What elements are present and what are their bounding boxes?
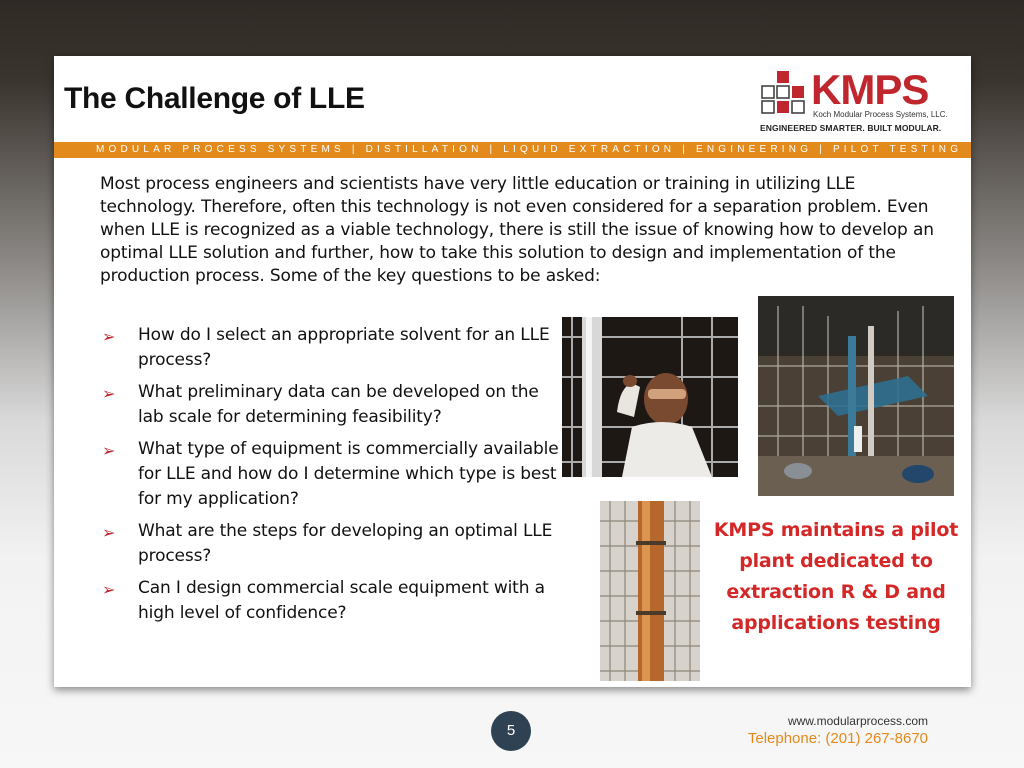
page-number-badge: 5 xyxy=(491,711,531,751)
arrow-bullet-icon: ➢ xyxy=(102,523,116,542)
logo-tagline: ENGINEERED SMARTER. BUILT MODULAR. xyxy=(760,123,942,133)
logo-subtitle: Koch Modular Process Systems, LLC. xyxy=(813,110,948,119)
website-url[interactable]: www.modularprocess.com xyxy=(787,714,928,728)
list-item xyxy=(100,380,560,430)
slide-card xyxy=(54,56,971,687)
arrow-bullet-icon: ➢ xyxy=(102,384,116,403)
lab-scientist-photo xyxy=(562,317,738,477)
arrow-bullet-icon: ➢ xyxy=(102,327,116,346)
telephone-number: Telephone: (201) 267-8670 xyxy=(747,730,928,747)
bullet-text: What type of equipment is commercially available for LLE and how do I determine which type is best for my application? xyxy=(138,439,559,509)
bullet-text: How do I select an appropriate solvent for an LLE process? xyxy=(138,325,550,370)
bullet-text: What preliminary data can be developed on the lab scale for determining feasibility? xyxy=(138,382,539,427)
list-item xyxy=(100,519,560,569)
logo-blocks-icon xyxy=(761,70,807,116)
list-item xyxy=(100,437,560,512)
extraction-column-photo xyxy=(600,501,700,681)
intro-paragraph: Most process engineers and scientists have very little education or training in utilizing LLE technology. Therefore, often this technology is not even considered for a separation problem. Even when LLE is recognized as a viable technology, there is still the issue of knowing how to develop an optimal LLE solution and further, how to take this solution to design and implementation of the production process. Some of the key questions to be asked: xyxy=(100,174,934,286)
bullet-text: What are the steps for developing an optimal LLE process? xyxy=(138,521,553,566)
pilot-plant-photo xyxy=(758,296,954,496)
question-list xyxy=(100,323,560,633)
slide-title: The Challenge of LLE xyxy=(64,82,365,115)
services-banner: MODULAR PROCESS SYSTEMS | DISTILLATION | LIQUID EXTRACTION | ENGINEERING | PILOT TESTING xyxy=(54,142,971,158)
arrow-bullet-icon: ➢ xyxy=(102,580,116,599)
pilot-plant-callout: KMPS maintains a pilot plant dedicated to extraction R & D and applications testing xyxy=(713,519,959,634)
list-item xyxy=(100,323,560,373)
logo-wordmark: KMPS xyxy=(811,66,929,113)
bullet-text: Can I design commercial scale equipment with a high level of confidence? xyxy=(138,578,545,623)
list-item xyxy=(100,576,560,626)
arrow-bullet-icon: ➢ xyxy=(102,441,116,460)
kmps-logo xyxy=(757,66,957,132)
